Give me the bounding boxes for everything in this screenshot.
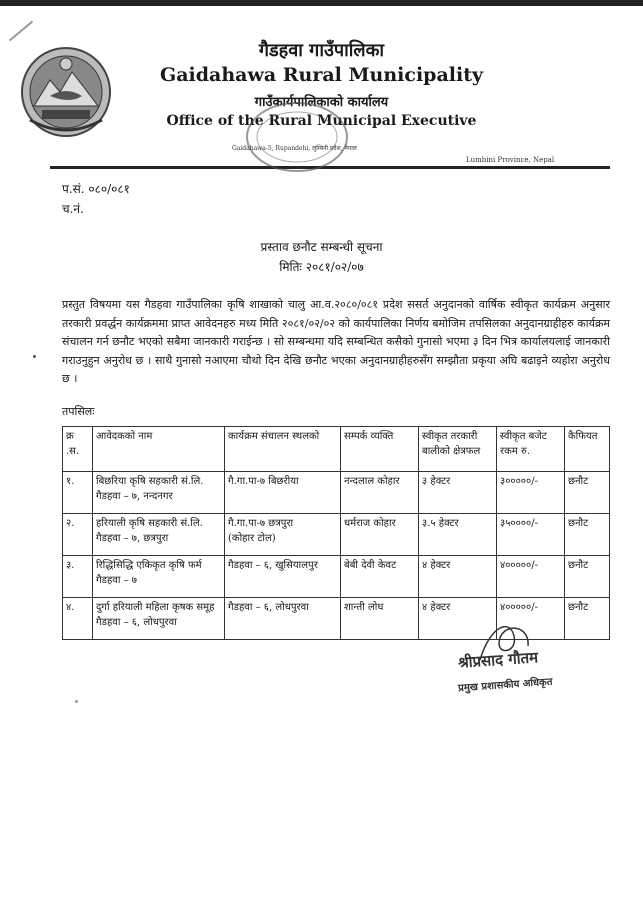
col-header-applicant: आवेदकको नाम: [93, 427, 225, 472]
municipality-title-nepali: गैडहवा गाउँपालिका: [258, 40, 385, 61]
cell-contact: बेबी देवी केवट: [341, 556, 419, 598]
cell-remarks: छनौट: [565, 472, 610, 514]
cell-location: गैडहवा – ६, खुसियालपुर: [225, 556, 341, 598]
cell-applicant: रिद्धिसिद्धि एकिकृत कृषि फर्म गैडहवा – ७: [93, 556, 225, 598]
cell-budget: ३०००००/-: [497, 472, 565, 514]
col-header-remarks: कैफियत: [565, 427, 610, 472]
cell-contact: धर्मराज कोहार: [341, 514, 419, 556]
province-line: Lumbini Province, Nepal: [466, 156, 555, 164]
signatory-title: प्रमुख प्रशासकीय अधिकृत: [457, 676, 553, 695]
cell-contact: नन्दलाल कोहार: [341, 472, 419, 514]
notice-subject: प्रस्ताव छनौट सम्बन्धी सूचना: [260, 240, 383, 254]
notice-body: प्रस्तुत विषयमा यस गैडहवा गाउँपालिका कृषि शाखाको चालु आ.व.२०८०/०८१ प्रदेश ससर्त अनुदानको वार्षिक स्वीकृत कार्यक्रम अनुसार तरकारी प्रवर्द्धन कार्यक्रममा प्राप्त आवेदनहरु मध्य मिति २०८१/०२/०२ को कार्यपालिका निर्णय बमोजिम तपसिलका अनुदानग्राहीहरु कार्यक्रम संचालन गर्न छनौट भएको सबैमा जानकारी गराईन्छ । सो सम्बन्धमा यदि सम्बन्धित कसैको गुनासो भएमा ३ दिन भित्र कार्यालयलाई जानकारी गराउनुहुन अनुरोध छ । साथै गुनासो नआएमा चौथो दिन देखि छनौट भएका अनुदानग्राहीहरुसँग सम्झौता प्रकृया अघि बढाइने व्यहोरा अनुरोध छ ।: [62, 298, 610, 385]
cell-serial: ४.: [63, 598, 93, 640]
cell-budget: ३५००००/-: [497, 514, 565, 556]
cell-area: ४ हेक्टर: [419, 598, 497, 640]
col-header-serial: क्र .स.: [63, 427, 93, 472]
address-line: Gaidahawa-5, Rupandehi, लुम्बिनी प्रदेश, नेपाल: [232, 145, 357, 152]
cell-serial: १.: [63, 472, 93, 514]
cell-location: गैडहवा – ६, लोधपुरवा: [225, 598, 341, 640]
office-title-english: Office of the Rural Municipal Executive: [166, 113, 477, 129]
table-header-row: [63, 427, 610, 472]
office-title-nepali: गाउँकार्यपालिकाको कार्यालय: [254, 95, 389, 110]
cell-applicant: हरियाली कृषि सहकारी सं.लि. गैडहवा – ७, छत्रपुरा: [93, 514, 225, 556]
table-row: [63, 514, 610, 556]
notice-date: मितिः २०८१/०२/०७: [279, 260, 364, 274]
cell-area: ४ हेक्टर: [419, 556, 497, 598]
page-top-edge: [0, 0, 643, 6]
cell-serial: २.: [63, 514, 93, 556]
details-label: तपसिलः: [62, 405, 95, 418]
cell-location: गै.गा.पा-७ बिछरीया: [225, 472, 341, 514]
office-seal-stamp: [242, 98, 352, 176]
dispatch-number: च.नं.: [62, 202, 84, 216]
cell-remarks: छनौट: [565, 598, 610, 640]
col-header-area: स्वीकृत तरकारी बालीको क्षेत्रफल: [419, 427, 497, 472]
cell-remarks: छनौट: [565, 514, 610, 556]
table-row: [63, 556, 610, 598]
cell-contact: शान्ती लोध: [341, 598, 419, 640]
col-header-location: कार्यक्रम संचालन स्थलको: [225, 427, 341, 472]
col-header-budget: स्वीकृत बजेट रकम रु.: [497, 427, 565, 472]
cell-remarks: छनौट: [565, 556, 610, 598]
cell-applicant: दुर्गा हरियाली महिला कृषक समूह गैडहवा – ६, लोधपुरवा: [93, 598, 225, 640]
margin-dot: [33, 355, 36, 358]
municipality-title-english: Gaidahawa Rural Municipality: [159, 64, 484, 86]
table-row: [63, 472, 610, 514]
cell-budget: ४०००००/-: [497, 598, 565, 640]
cell-serial: ३.: [63, 556, 93, 598]
cell-area: ३ हेक्टर: [419, 472, 497, 514]
grant-recipients-table: [62, 426, 610, 640]
page-speck: [75, 700, 78, 703]
cell-area: ३.५ हेक्टर: [419, 514, 497, 556]
reference-number: प.सं. ०८०/०८१: [62, 182, 130, 196]
signatory-name: श्रीप्रसाद गौतम: [457, 648, 539, 672]
cell-location: गै.गा.पा-७ छत्रपुरा (कोहार टोल): [225, 514, 341, 556]
col-header-contact: सम्पर्क व्यक्ति: [341, 427, 419, 472]
cell-applicant: बिछरिया कृषि सहकारी सं.लि. गैडहवा – ७, नन्दनगर: [93, 472, 225, 514]
cell-budget: ४०००००/-: [497, 556, 565, 598]
